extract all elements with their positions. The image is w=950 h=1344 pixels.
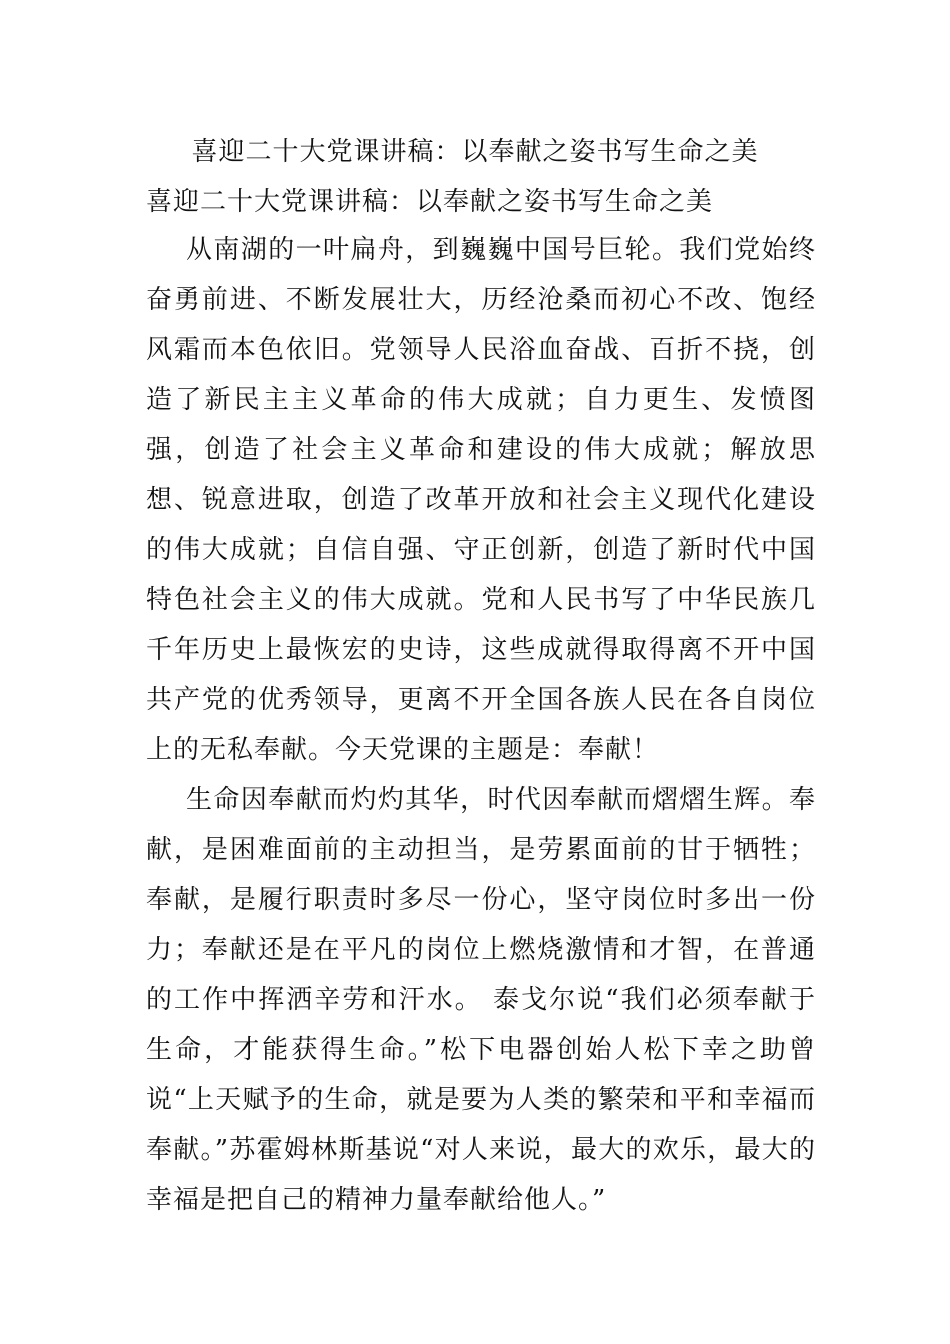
paragraph-1: 从南湖的一叶扁舟，到巍巍中国号巨轮。我们党始终奋勇前进、不断发展壮大，历经沧桑而初心不改、饱经风霜而本色依旧。党领导人民浴血奋战、百折不挠，创造了新民主主义革命的伟大成就；自力更生、发愤图强，创造了社会主义革命和建设的伟大成就；解放思想、锐意进取，创造了改革开放和社会主义现代化建设的伟大成就；自信自强、守正创新，创造了新时代中国特色社会主义的伟大成就。党和人民书写了中华民族几千年历史上最恢宏的史诗，这些成就得取得离不开中国共产党的优秀领导，更离不开全国各族人民在各自岗位上的无私奉献。今天党课的主题是：奉献！ <box>146 235 816 765</box>
document-title: 喜迎二十大党课讲稿：以奉献之姿书写生命之美 <box>191 137 759 167</box>
document-body <box>146 225 816 1225</box>
paragraph-2: 生命因奉献而灼灼其华，时代因奉献而熠熠生辉。奉献，是困难面前的主动担当，是劳累面前的甘于牺牲；奉献，是履行职责时多尽一份心，坚守岗位时多出一份力；奉献还是在平凡的岗位上燃烧激情和才智，在普通的工作中挥洒辛劳和汗水。 泰戈尔说“我们必须奉献于生命，才能获得生命。”松下电器创始人松下幸之助曾说“上天赋予的生命，就是要为人类的繁荣和平和幸福而奉献。”苏霍姆林斯基说“对人来说，最大的欢乐，最大的幸福是把自己的精神力量奉献给他人。” <box>146 785 816 1215</box>
document-subtitle: 喜迎二十大党课讲稿：以奉献之姿书写生命之美 <box>146 187 714 217</box>
